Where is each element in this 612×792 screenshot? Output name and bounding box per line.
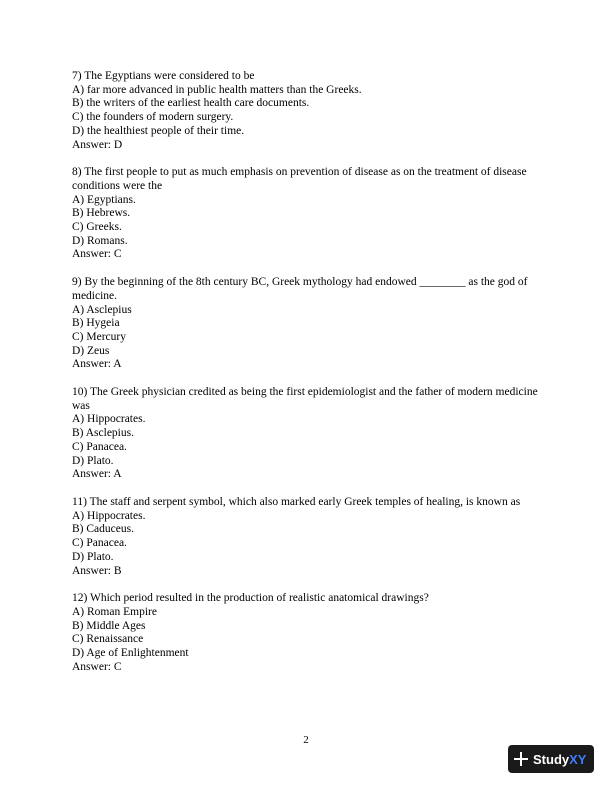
option-d: D) the healthiest people of their time. [72,124,245,137]
option-d: D) Age of Enlightenment [72,647,189,660]
question-text: 10) The Greek physician credited as being the first epidemiologist and the father of modern medicine was [72,386,538,412]
page-number: 2 [303,734,309,746]
answer-line: Answer: A [72,468,122,481]
option-d: D) Zeus [72,344,110,357]
option-c: C) Mercury [72,330,126,343]
question-text: 8) The first people to put as much emphasis on prevention of disease as on the treatment of disease conditions were the [72,166,527,192]
option-d: D) Plato. [72,454,114,467]
question-item [72,276,542,372]
option-b: B) Hebrews. [72,207,131,220]
option-c: C) the founders of modern surgery. [72,111,234,124]
studyxy-badge[interactable] [508,745,594,773]
option-a: A) far more advanced in public health matters than the Greeks. [72,83,362,96]
option-b: B) Caduceus. [72,523,134,536]
option-c: C) Panacea. [72,537,127,550]
option-b: B) Asclepius. [72,427,134,440]
option-c: C) Greeks. [72,221,122,234]
plus-icon [514,752,528,766]
question-item [72,592,542,674]
brand-accent: XY [569,751,587,767]
option-b: B) the writers of the earliest health care documents. [72,97,310,110]
question-text: 7) The Egyptians were considered to be [72,70,255,82]
answer-line: Answer: C [72,660,122,673]
question-text: 9) By the beginning of the 8th century BC, Greek mythology had endowed ________ as the god of medicine. [72,276,528,302]
answer-line: Answer: D [72,138,123,151]
brand-name: Study [533,751,570,767]
question-item [72,70,542,152]
option-c: C) Renaissance [72,633,144,646]
answer-line: Answer: B [72,564,122,577]
option-b: B) Hygeia [72,317,120,330]
question-item [72,166,542,262]
answer-line: Answer: C [72,248,122,261]
option-a: A) Hippocrates. [72,509,146,522]
option-b: B) Middle Ages [72,619,146,632]
question-text: 12) Which period resulted in the production of realistic anatomical drawings? [72,592,429,605]
option-a: A) Egyptians. [72,193,136,206]
option-a: A) Hippocrates. [72,413,146,426]
option-a: A) Asclepius [72,303,132,316]
answer-line: Answer: A [72,358,122,371]
option-a: A) Roman Empire [72,605,157,618]
question-list [72,70,542,688]
option-c: C) Panacea. [72,440,127,453]
option-d: D) Romans. [72,234,128,247]
option-d: D) Plato. [72,550,114,563]
question-text: 11) The staff and serpent symbol, which also marked early Greek temples of healing, is known as [72,495,521,508]
question-item [72,386,542,482]
question-item [72,496,542,578]
